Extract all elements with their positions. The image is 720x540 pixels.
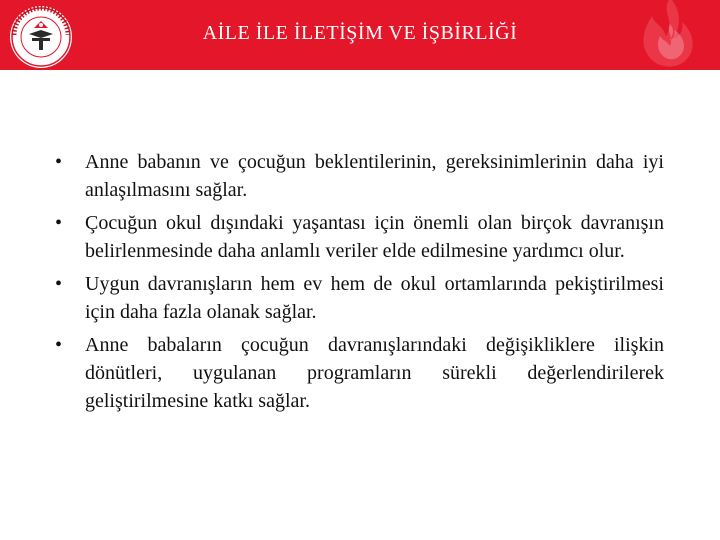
list-item (54, 331, 664, 415)
bullet-text: Anne babaların çocuğun davranışlarındaki değişikliklere ilişkin dönütleri, uygulanan programların sürekli değerlendirilerek geliştirilmesine katkı sağlar. (85, 334, 664, 412)
bullet-text: Çocuğun okul dışındaki yaşantası için önemli olan birçok davranışın belirlenmesinde daha anlamlı veriler elde edilmesine yardımcı olur. (85, 212, 664, 262)
flame-icon (626, 0, 706, 70)
bullet-text: Uygun davranışların hem ev hem de okul ortamlarında pekiştirilmesi için daha fazla olanak sağlar. (85, 273, 664, 323)
page-title: AİLE İLE İLETİŞİM VE İŞBİRLİĞİ (202, 22, 518, 44)
bullet-dot: • (55, 334, 63, 356)
list-item (54, 270, 664, 326)
bullet-dot: • (55, 273, 63, 295)
bullet-dot: • (55, 151, 63, 173)
bullet-list (54, 148, 664, 420)
header-bar (0, 0, 720, 70)
bullet-dot: • (55, 212, 63, 234)
list-item (54, 148, 664, 204)
bullet-text: Anne babanın ve çocuğun beklentilerinin, gereksinimlerinin daha iyi anlaşılmasını sağlar. (85, 151, 664, 201)
list-item (54, 209, 664, 265)
